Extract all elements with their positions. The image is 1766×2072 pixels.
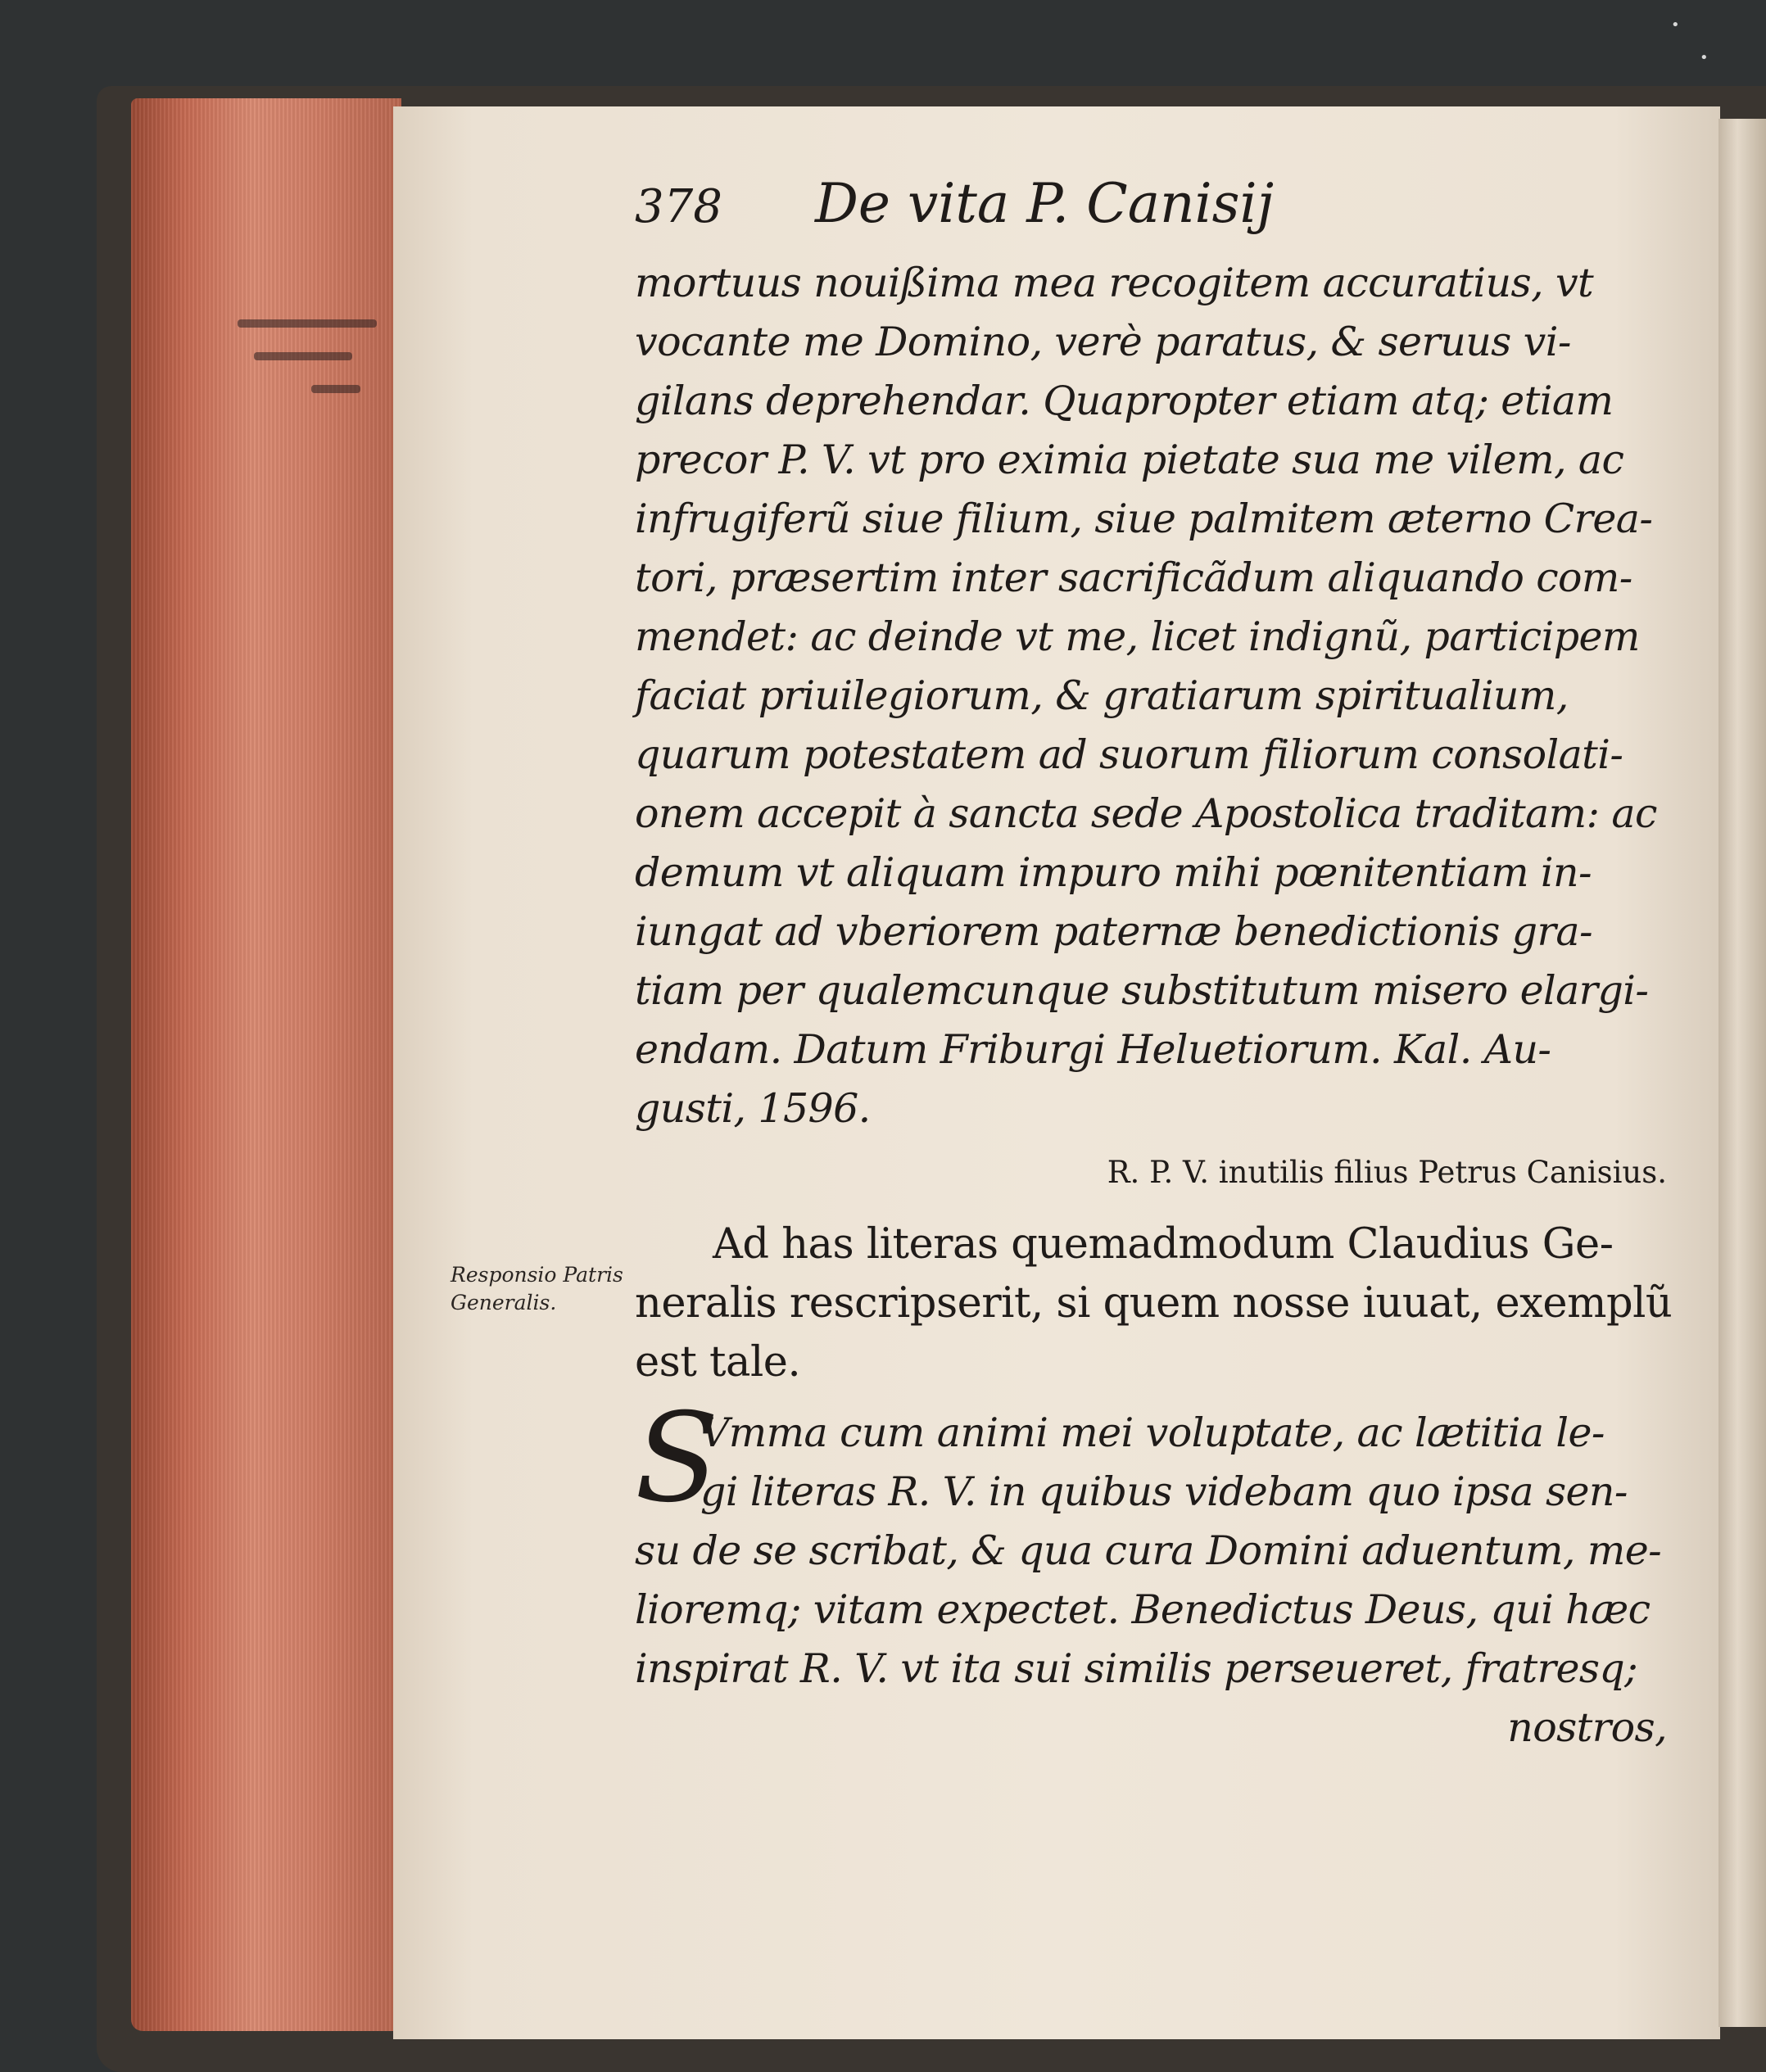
catchword: nostros, bbox=[1507, 1704, 1667, 1751]
dust-speck: • bbox=[1700, 49, 1709, 66]
edge-ink-mark bbox=[311, 385, 360, 393]
text-line: gilans deprehendar. Quapropter etiam atq; etiam bbox=[635, 378, 1614, 424]
roman-paragraph bbox=[635, 1215, 1673, 1392]
text-line: onem accepit à sancta sede Apostolica traditam: ac bbox=[635, 790, 1657, 837]
text-line: tiam per qualemcunque substitutum misero elargi- bbox=[635, 967, 1649, 1014]
reply-letter bbox=[635, 1387, 1667, 1758]
edge-ink-mark bbox=[254, 352, 352, 360]
text-line: neralis rescripserit, si quem nosse iuuat, exemplũ bbox=[635, 1279, 1673, 1328]
text-line: quarum potestatem ad suorum filiorum consolati- bbox=[635, 731, 1623, 778]
text-line: inspirat R. V. vt ita sui similis perseueret, fratresq; bbox=[635, 1645, 1638, 1692]
text-line: est tale. bbox=[635, 1338, 801, 1387]
page-number: 378 bbox=[635, 180, 722, 233]
text-line: demum vt aliquam impuro mihi pœnitentiam in- bbox=[635, 849, 1592, 896]
text-line: lioremq; vitam expectet. Benedictus Deus, qui hæc bbox=[635, 1586, 1651, 1633]
text-line: mortuus nouißima mea recogitem accuratius, vt bbox=[635, 260, 1594, 306]
text-line: gusti, 1596. bbox=[635, 1085, 871, 1132]
letter-body-italic bbox=[635, 254, 1667, 1138]
text-line: tori, præsertim inter sacrificãdum aliquando com- bbox=[635, 554, 1632, 601]
drop-cap: S bbox=[635, 1387, 719, 1530]
text-line: faciat priuilegiorum, & gratiarum spiritualium, bbox=[635, 672, 1569, 719]
dust-speck: • bbox=[1671, 16, 1680, 34]
text-block bbox=[635, 164, 1673, 1758]
text-line: infrugiferũ siue filium, siue palmitem æterno Crea- bbox=[635, 495, 1653, 542]
text-line: gi literas R. V. in quibus videbam quo ipsa sen- bbox=[700, 1468, 1628, 1515]
edge-ink-mark bbox=[238, 319, 377, 328]
text-line: iungat ad vberiorem paternæ benedictionis gra- bbox=[635, 908, 1592, 955]
signature-line: R. P. V. inutilis filius Petrus Canisius. bbox=[1107, 1155, 1667, 1190]
marginal-note: Responsio Patris Generalis. bbox=[451, 1263, 623, 1314]
page-header bbox=[635, 164, 1667, 254]
facing-page-edge bbox=[1718, 119, 1766, 2027]
text-line: precor P. V. vt pro eximia pietate sua me vilem, ac bbox=[635, 437, 1624, 483]
text-line: Vmma cum animi mei voluptate, ac lætitia le- bbox=[700, 1409, 1605, 1456]
text-line: endam. Datum Friburgi Heluetiorum. Kal. Au- bbox=[635, 1026, 1551, 1073]
text-line: Ad has literas quemadmodum Claudius Ge- bbox=[713, 1220, 1614, 1269]
running-head: De vita P. Canisij bbox=[815, 172, 1275, 235]
text-line: su de se scribat, & qua cura Domini aduentum, me- bbox=[635, 1527, 1662, 1574]
red-page-edges bbox=[131, 98, 401, 2031]
text-line: mendet: ac deinde vt me, licet indignũ, participem bbox=[635, 613, 1640, 660]
text-line: vocante me Domino, verè paratus, & seruus vi- bbox=[635, 319, 1571, 365]
